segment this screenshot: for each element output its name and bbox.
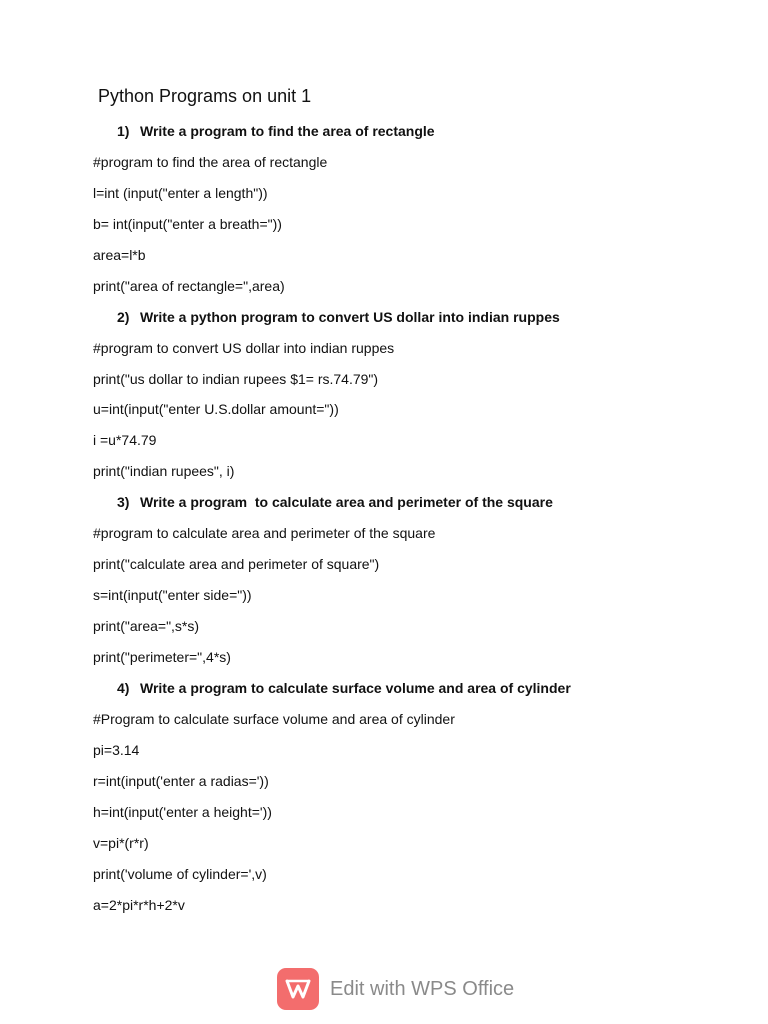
code-line: s=int(input("enter side=")): [93, 587, 252, 603]
wps-logo-icon: [277, 968, 319, 1010]
section-heading-1: [117, 122, 435, 140]
section-heading-text-2: Write a python program to convert US dollar into indian ruppes: [140, 309, 560, 325]
section-number-1: 1): [117, 123, 130, 139]
section-heading-text-3: Write a program to calculate area and perimeter of the square: [140, 494, 553, 510]
code-line: #program to find the area of rectangle: [93, 154, 328, 170]
wps-watermark[interactable]: [277, 968, 514, 1010]
section-heading-3: [117, 493, 553, 511]
code-line: v=pi*(r*r): [93, 835, 149, 851]
code-line: r=int(input('enter a radias=')): [93, 773, 269, 789]
code-line: area=l*b: [93, 247, 146, 263]
code-line: print("indian rupees", i): [93, 463, 235, 479]
code-line: u=int(input("enter U.S.dollar amount=")): [93, 401, 339, 417]
code-line: l=int (input("enter a length")): [93, 185, 268, 201]
code-line: #program to convert US dollar into indian ruppes: [93, 340, 395, 356]
code-line: print("us dollar to indian rupees $1= rs.74.79"): [93, 371, 379, 387]
code-line: print('volume of cylinder=',v): [93, 866, 267, 882]
code-line: a=2*pi*r*h+2*v: [93, 897, 185, 913]
code-line: print("perimeter=",4*s): [93, 649, 231, 665]
code-line: i =u*74.79: [93, 432, 157, 448]
code-line: pi=3.14: [93, 742, 140, 758]
section-heading-2: [117, 308, 560, 326]
document-title: Python Programs on unit 1: [98, 86, 312, 106]
watermark-text: Edit with WPS Office: [330, 977, 515, 1000]
code-line: print("area=",s*s): [93, 618, 200, 634]
code-line: #program to calculate area and perimeter of the square: [93, 525, 436, 541]
code-line: h=int(input('enter a height=')): [93, 804, 272, 820]
section-number-2: 2): [117, 309, 130, 325]
section-heading-4: [117, 679, 571, 697]
section-number-4: 4): [117, 680, 130, 696]
code-line: print("area of rectangle=",area): [93, 278, 285, 294]
code-line: #Program to calculate surface volume and area of cylinder: [93, 711, 455, 727]
code-line: b= int(input("enter a breath=")): [93, 216, 282, 232]
section-number-3: 3): [117, 494, 130, 510]
code-line: print("calculate area and perimeter of square"): [93, 556, 380, 572]
section-heading-text-1: Write a program to find the area of rectangle: [140, 123, 435, 139]
section-heading-text-4: Write a program to calculate surface volume and area of cylinder: [140, 680, 571, 696]
